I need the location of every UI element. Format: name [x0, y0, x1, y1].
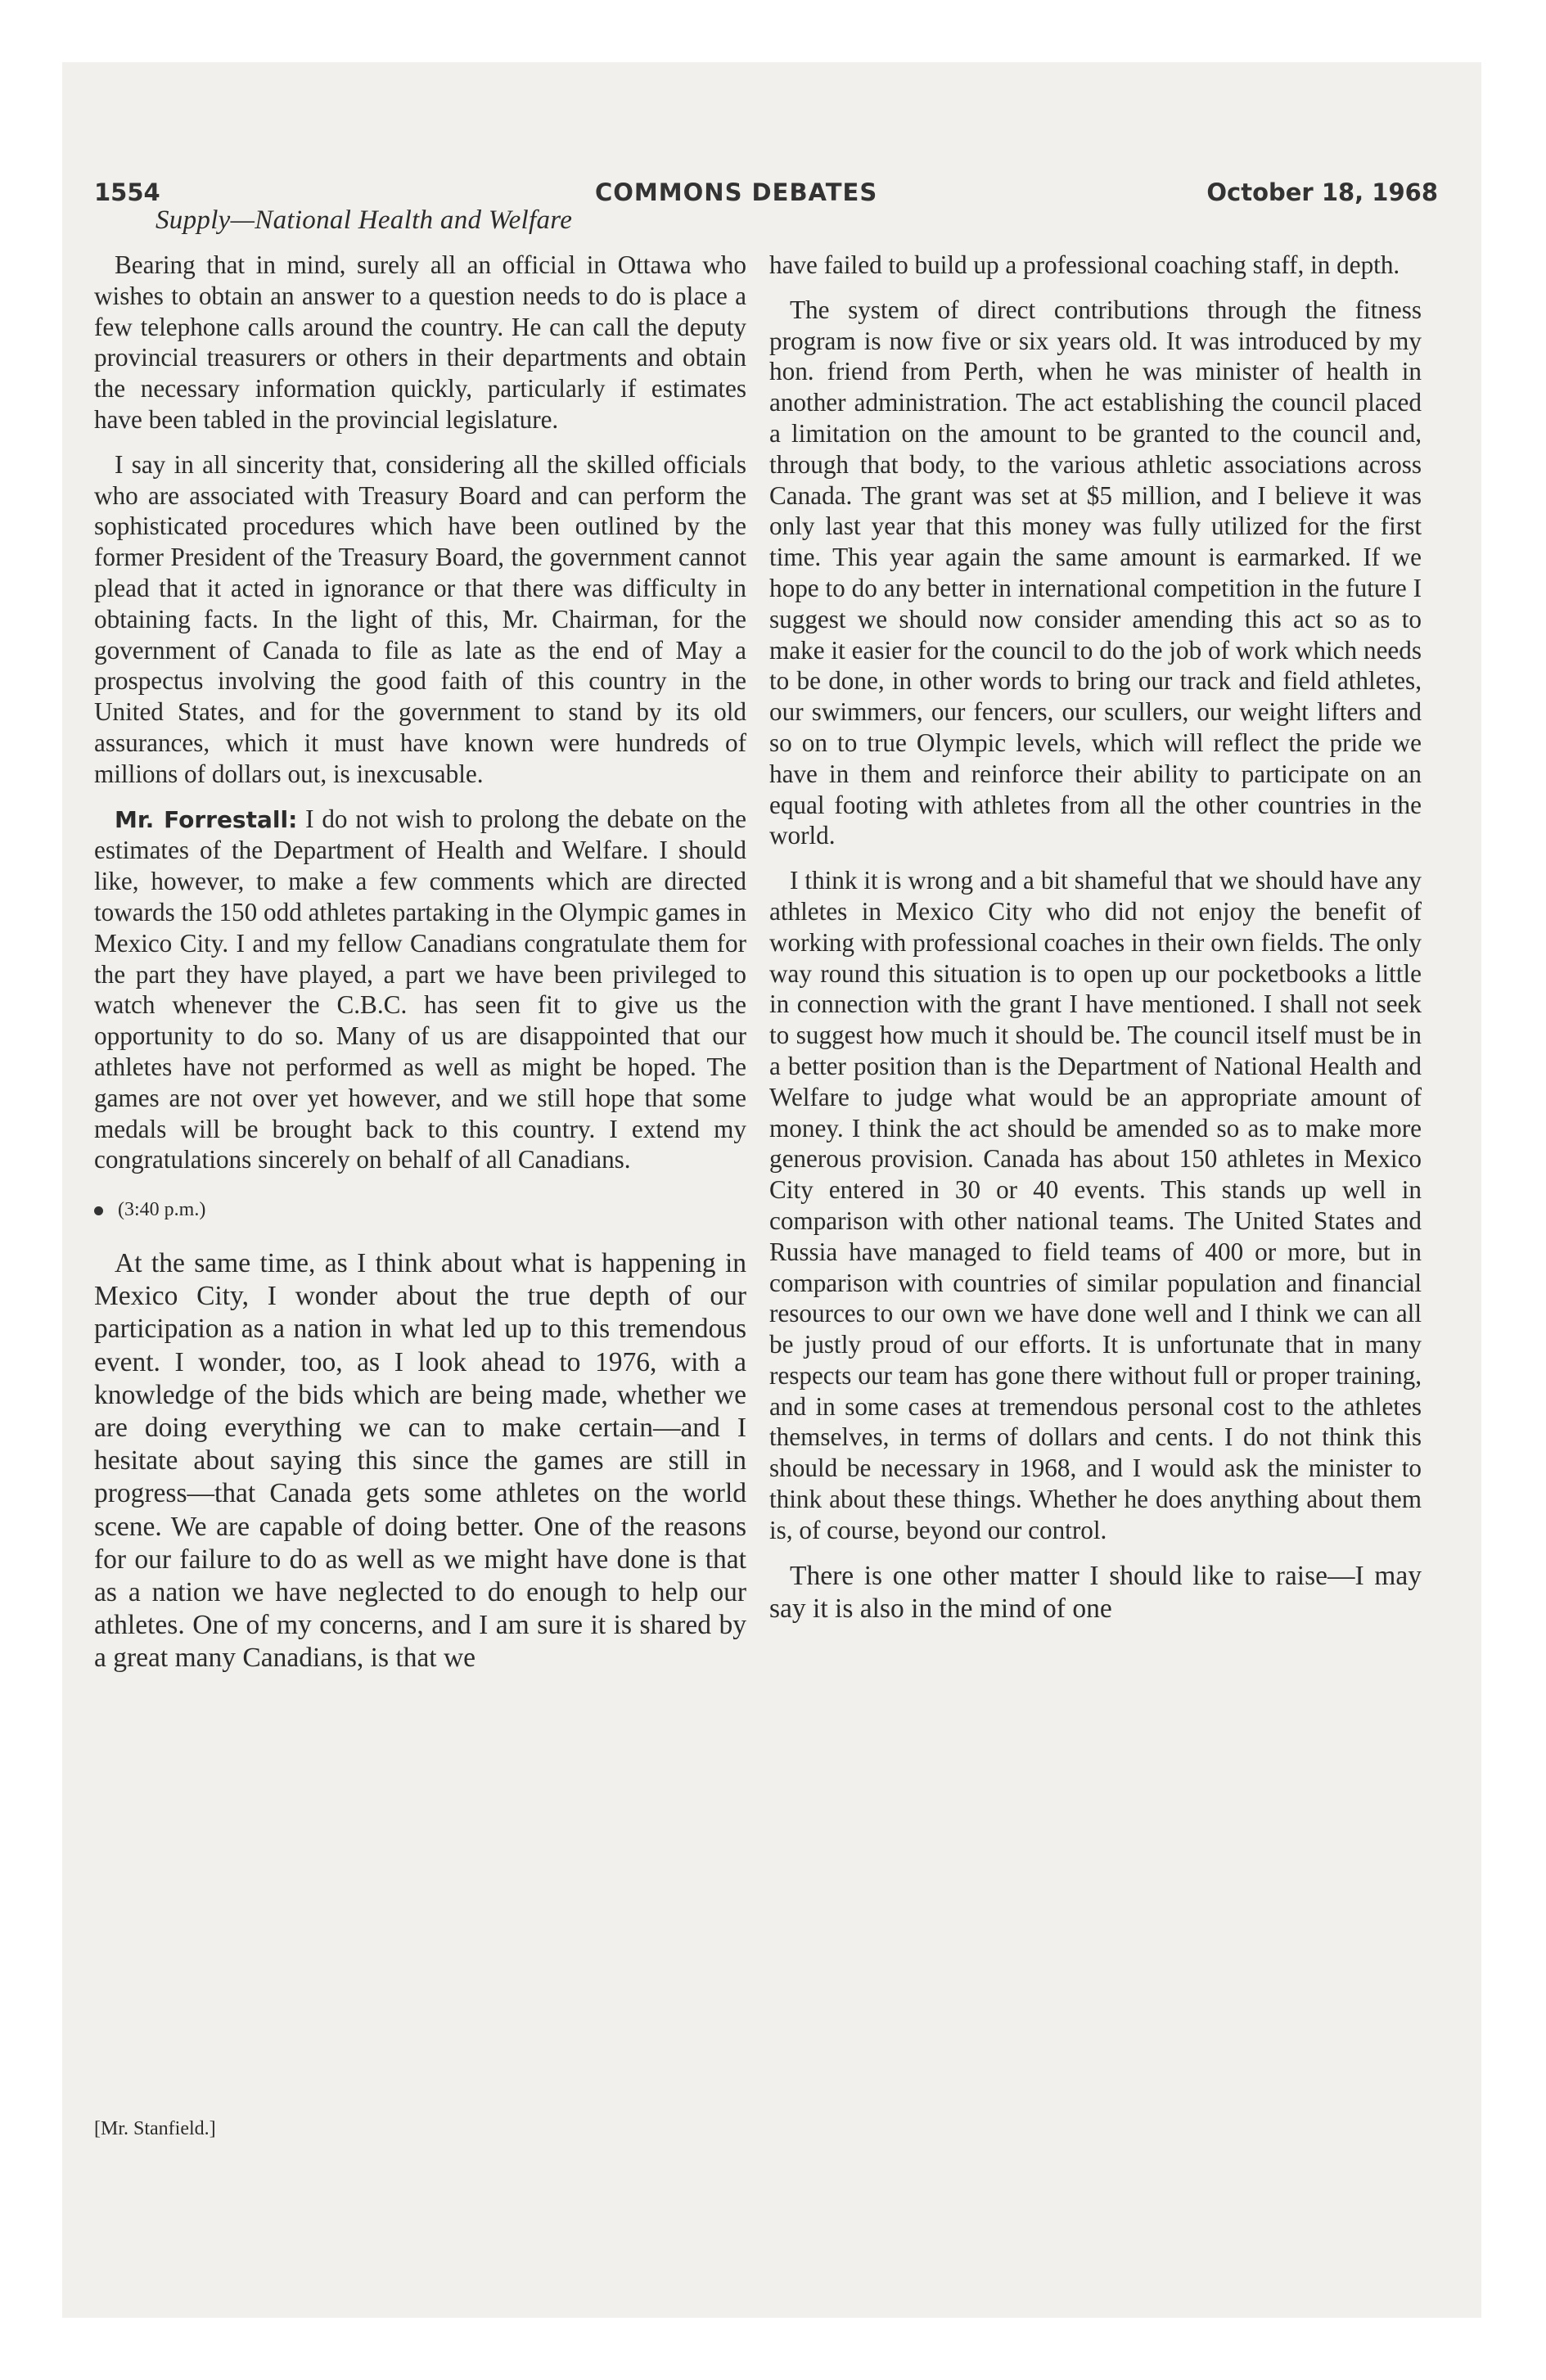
- paragraph: At the same time, as I think about what is happening in Mexico City, I wonder about the true depth of our participation as a nation in what led up to this tremendous event. I wonder, too, as I look ahead to 1976, with a knowledge of the bids which are being made, whether we are doing everything we can to make certain—and I hesitate about saying this since the games are still in progress—that Canada gets some athletes on the world scene. We are capable of doing better. One of the reasons for our failure to do as well as we might have done is that as a nation we have neglected to do enough to help our athletes. One of my concerns, and I am sure it is shared by a great many Canadians, is that we: [94, 1247, 746, 1674]
- bullet-icon: [94, 1206, 103, 1215]
- left-column: [94, 250, 746, 1689]
- paragraph: have failed to build up a professional coaching staff, in depth.: [769, 250, 1400, 279]
- speech-text: I do not wish to prolong the debate on the estimates of the Department of Health and Welfare. I should like, however, to make a few comments which are directed towards the 150 odd athletes partaking in the Olympic games in Mexico City. I and my fellow Canadians congratulate them for the part they have played, a part we have been privileged to watch whenever the C.B.C. has seen fit to give us the opportunity to do so. Many of us are disappointed that our athletes have not performed as well as might be hoped. The games are not over yet however, and we still hope that some medals will be brought back to this country. I extend my congratulations sincerely on behalf of all Canadians.: [94, 804, 746, 1174]
- right-column: [769, 250, 1422, 1639]
- speaker-name: Mr. Forrestall:: [115, 805, 298, 833]
- author-footer: [Mr. Stanfield.]: [94, 2118, 216, 2139]
- paragraph: Bearing that in mind, surely all an official in Ottawa who wishes to obtain an answer to a question needs to do is place a few telephone calls around the country. He can call the deputy provincial treasurers or others in their departments and obtain the necessary information quickly, particularly if estimates have been tabled in the provincial legislature.: [94, 250, 746, 434]
- paragraph: The system of direct contributions through the fitness program is now five or six years old. It was introduced by my hon. friend from Perth, when he was minister of health in another administration. The act establishing the council placed a limitation on the amount to be granted to the council and, through that body, to the various athletic associations across Canada. The grant was set at $5 million, and I believe it was only last year that this money was fully utilized for the first time. This year again the same amount is earmarked. If we hope to do any better in international competition in the future I suggest we should now consider amending this act so as to make it easier for the council to do the job of work which needs to be done, in other words to bring our track and field athletes, our swimmers, our fencers, our scullers, our weight lifters and so on to true Olympic levels, which will reflect the pride we have in them and reinforce their ability to participate on an equal footing with athletes from all the other countries in the world.: [769, 295, 1422, 850]
- page-number: 1554: [94, 178, 160, 206]
- page-date: October 18, 1968: [1206, 178, 1438, 206]
- paragraph: I think it is wrong and a bit shameful that we should have any athletes in Mexico City who did not enjoy the benefit of working with professional coaches in their own fields. The only way round this situation is to open up our pocketbooks a little in connection with the grant I have mentioned. I shall not seek to suggest how much it should be. The council itself must be in a better position than is the Department of National Health and Welfare to judge what would be an appropriate amount of money. I think the act should be amended so as to make more generous provision. Canada has about 150 athletes in Mexico City entered in 30 or 40 events. This stands up well in comparison with other national teams. The United States and Russia have managed to field teams of 400 or more, but in comparison with countries of similar population and financial resources to our own we have done well and I think we can all be justly proud of our efforts. It is unfortunate that in many respects our team has gone there without full or proper training, and in some cases at tremendous personal cost to the athletes themselves, in terms of dollars and cents. I do not think this should be necessary in 1968, and I would ask the minister to think about these things. Whether he does anything about them is, of course, beyond our control.: [769, 866, 1422, 1544]
- subject-heading: Supply—National Health and Welfare: [156, 205, 573, 235]
- time-marker: [94, 1195, 746, 1226]
- time-stamp: (3:40 p.m.): [118, 1199, 206, 1221]
- publication-title: COMMONS DEBATES: [595, 178, 878, 206]
- paragraph: There is one other matter I should like to raise—I may say it is also in the mind of one: [769, 1560, 1422, 1624]
- speaker-paragraph: [94, 804, 746, 1176]
- paragraph: I say in all sincerity that, considering all the skilled officials who are associated with Treasury Board and can perform the sophisticated procedures which have been outlined by the former President of the Treasury Board, the government cannot plead that it acted in ignorance or that there was difficulty in obtaining facts. In the light of this, Mr. Chairman, for the government of Canada to file as late as the end of May a prospectus involving the good faith of this country in the United States, and for the government to stand by its old assurances, which it must have known were hundreds of millions of dollars out, is inexcusable.: [94, 449, 746, 788]
